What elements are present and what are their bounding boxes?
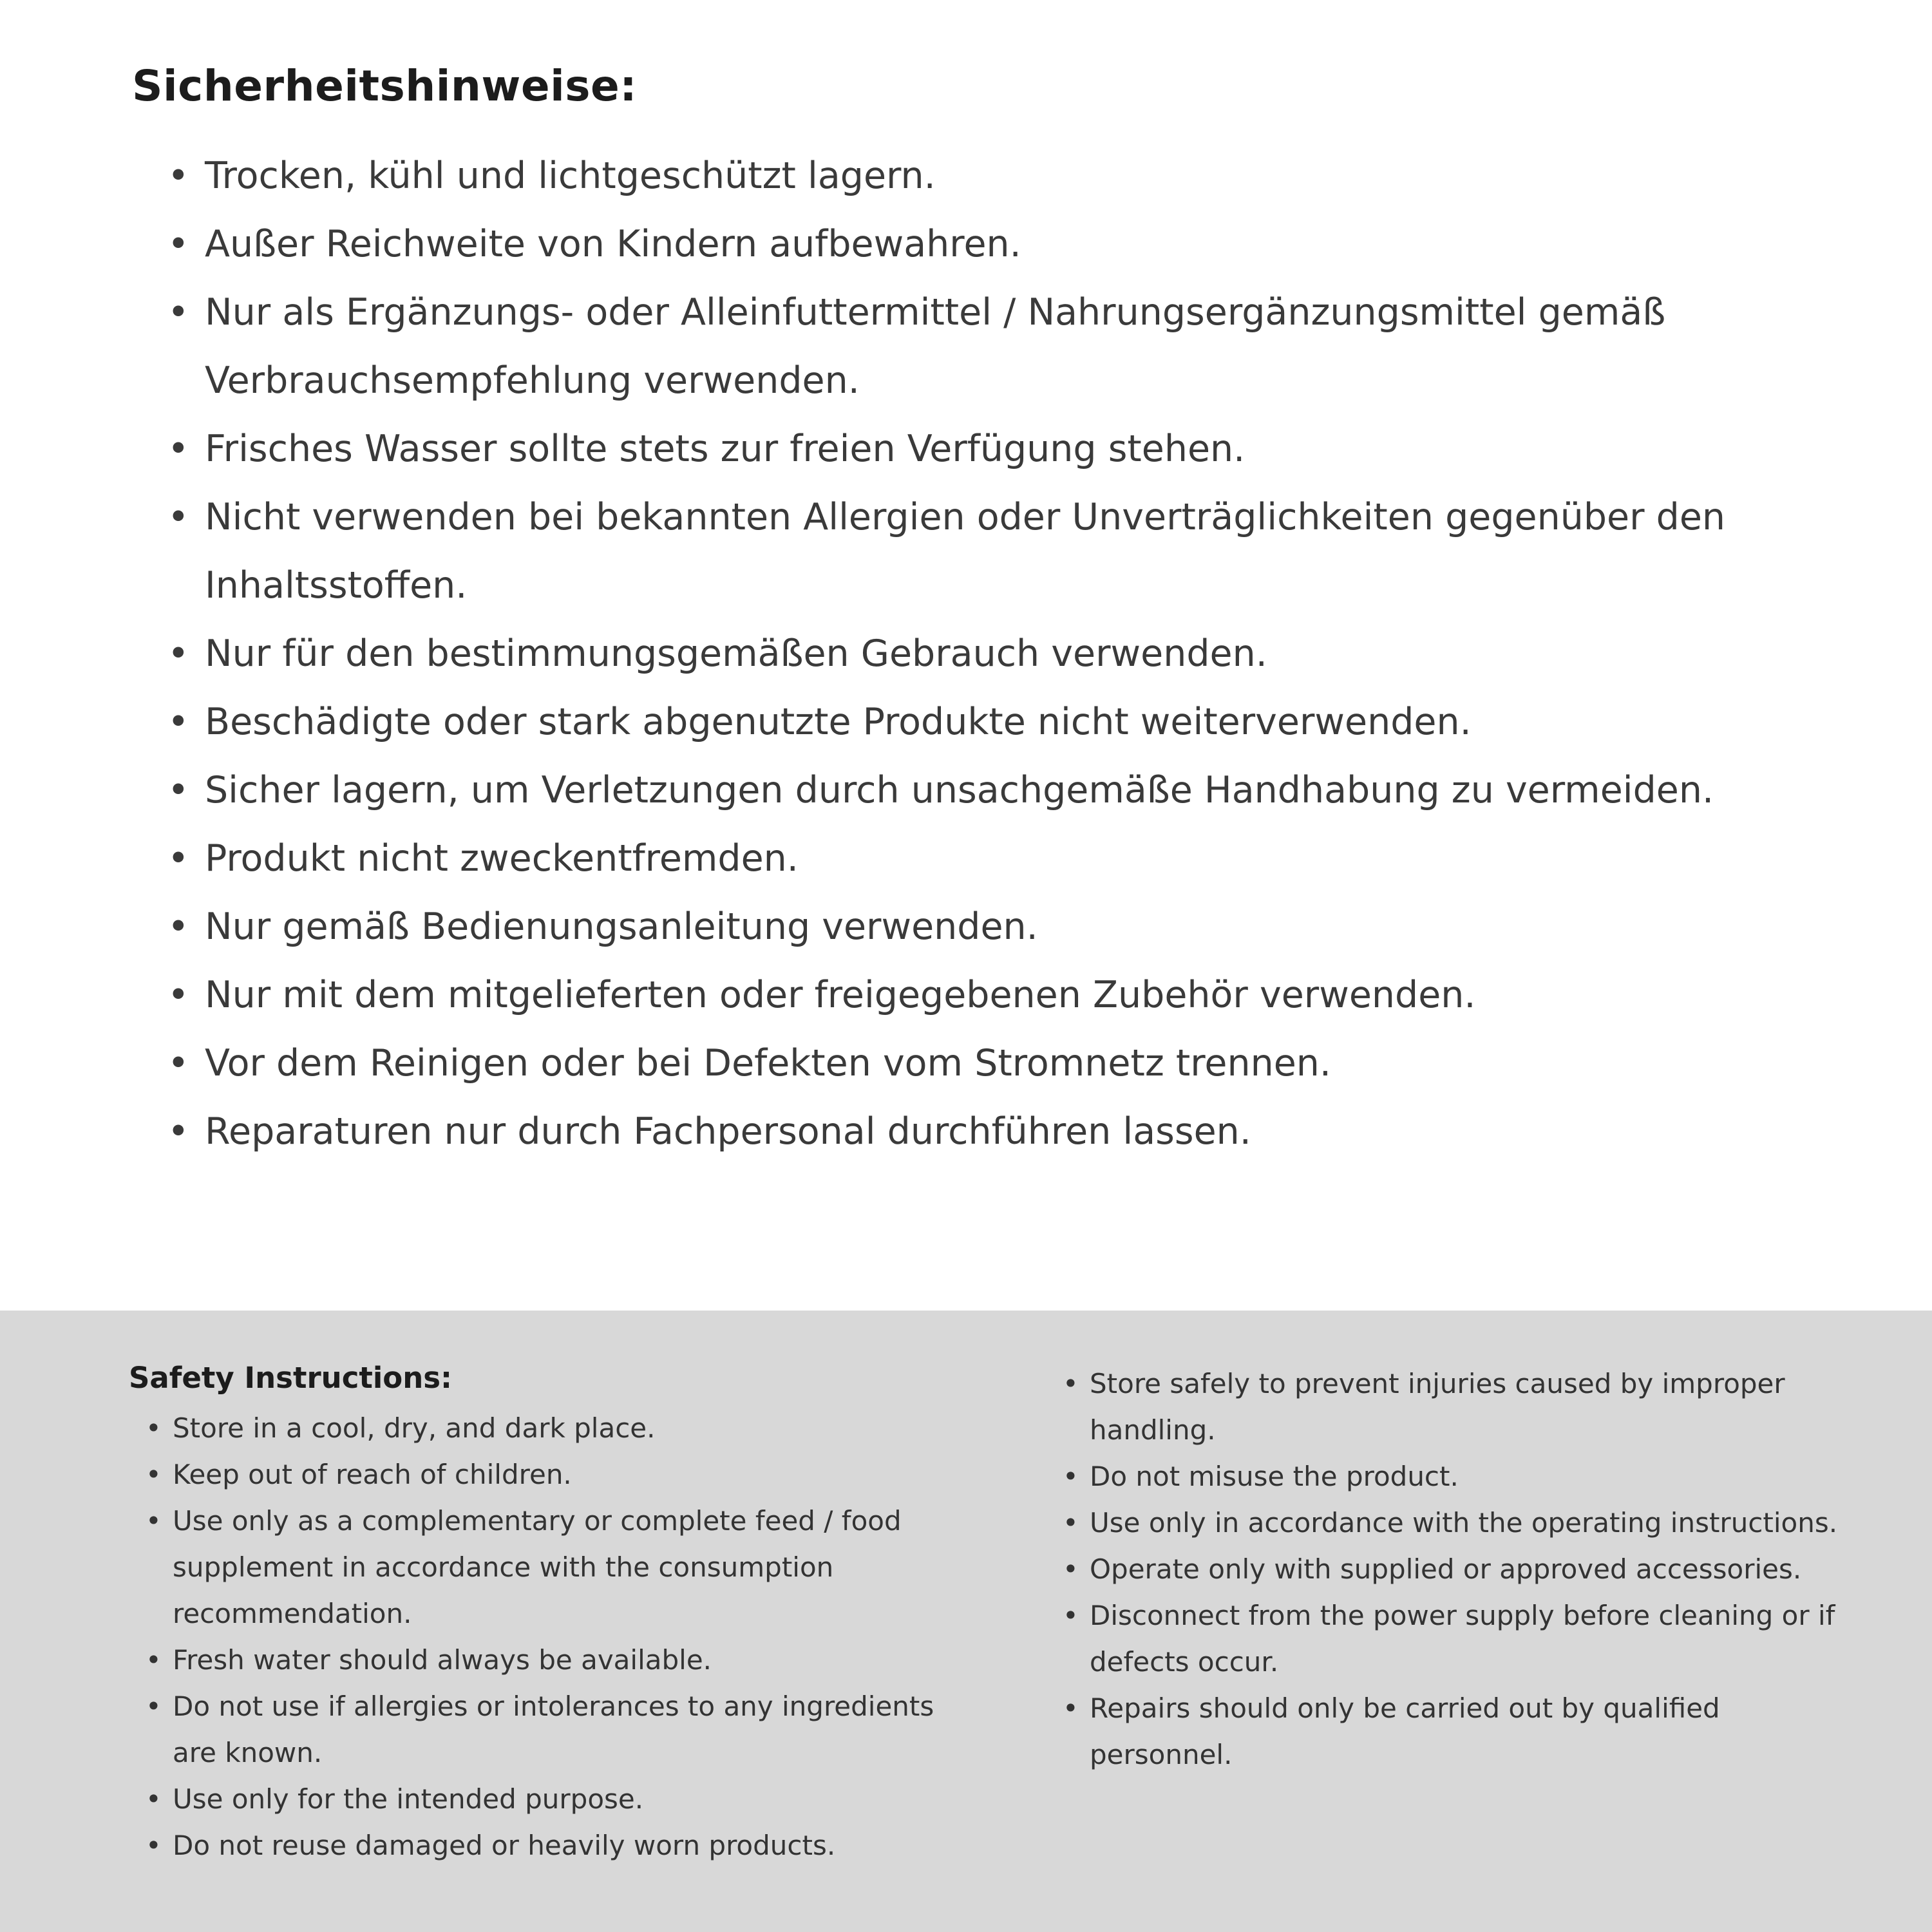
english-safety-section — [0, 1311, 1932, 1932]
list-item: • Nur für den bestimmungsgemäßen Gebrauch verwenden. — [167, 620, 1842, 688]
list-item: • Sicher lagern, um Verletzungen durch unsachgemäße Handhabung zu vermeiden. — [167, 756, 1842, 824]
list-item: • Use only for the intended purpose. — [146, 1776, 985, 1823]
list-item: • Nur gemäß Bedienungsanleitung verwenden. — [167, 893, 1842, 961]
english-left-column — [129, 1361, 985, 1932]
list-item: • Disconnect from the power supply before cleaning or if defects occur. — [1063, 1593, 1842, 1685]
list-item: • Reparaturen nur durch Fachpersonal durchführen lassen. — [167, 1097, 1842, 1166]
list-item: • Use only as a complementary or complete feed / food supplement in accordance with the consumption recommendation. — [146, 1498, 985, 1637]
list-item: • Store safely to prevent injuries caused by improper handling. — [1063, 1361, 1842, 1454]
list-item: • Do not reuse damaged or heavily worn products. — [146, 1823, 985, 1869]
list-item: • Frisches Wasser sollte stets zur freien Verfügung stehen. — [167, 415, 1842, 483]
list-item: • Store in a cool, dry, and dark place. — [146, 1405, 985, 1452]
english-section-title: Safety Instructions: — [129, 1361, 453, 1395]
list-item: • Do not misuse the product. — [1063, 1454, 1842, 1500]
list-item: • Nicht verwenden bei bekannten Allergien oder Unverträglichkeiten gegenüber den Inhaltsstoffen. — [167, 483, 1842, 620]
german-safety-list — [132, 142, 1868, 1166]
english-safety-list-left — [129, 1405, 985, 1869]
list-item: • Repairs should only be carried out by qualified personnel. — [1063, 1685, 1842, 1778]
german-section-title: Sicherheitshinweise: — [132, 61, 638, 111]
list-item: • Nur als Ergänzungs- oder Alleinfuttermittel / Nahrungsergänzungsmittel gemäß Verbrauchsempfehlung verwenden. — [167, 278, 1842, 415]
list-item: • Produkt nicht zweckentfremden. — [167, 824, 1842, 893]
english-safety-list-right — [1063, 1361, 1842, 1778]
list-item: • Nur mit dem mitgelieferten oder freigegebenen Zubehör verwenden. — [167, 961, 1842, 1029]
list-item: • Trocken, kühl und lichtgeschützt lagern. — [167, 142, 1842, 210]
list-item: • Keep out of reach of children. — [146, 1452, 985, 1498]
english-right-column — [1063, 1361, 1842, 1932]
list-item: • Außer Reichweite von Kindern aufbewahren. — [167, 210, 1842, 278]
list-item: • Vor dem Reinigen oder bei Defekten vom Stromnetz trennen. — [167, 1029, 1842, 1097]
list-item: • Fresh water should always be available. — [146, 1637, 985, 1683]
list-item: • Use only in accordance with the operating instructions. — [1063, 1500, 1842, 1546]
list-item: • Operate only with supplied or approved accessories. — [1063, 1546, 1842, 1593]
list-item: • Do not use if allergies or intolerances to any ingredients are known. — [146, 1683, 985, 1776]
list-item: • Beschädigte oder stark abgenutzte Produkte nicht weiterverwenden. — [167, 688, 1842, 756]
